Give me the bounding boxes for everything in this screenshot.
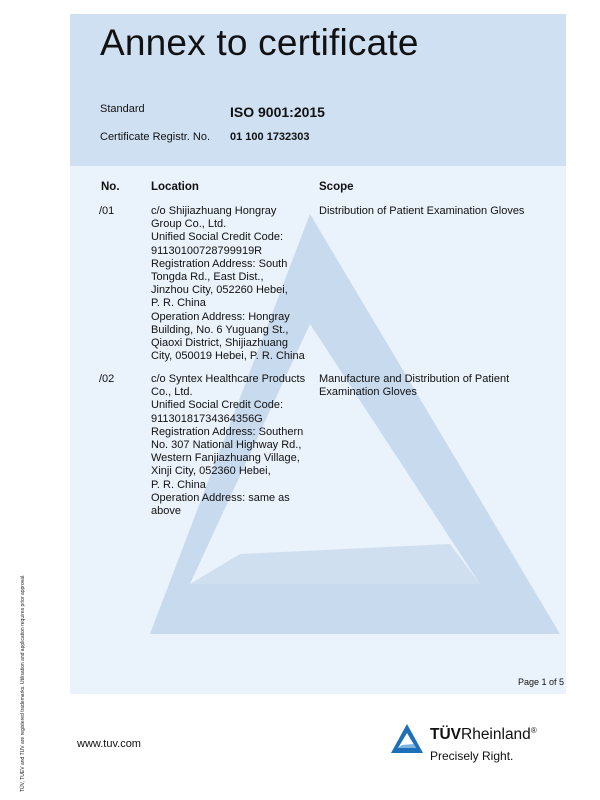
column-header-scope: Scope [319, 181, 354, 193]
row-number: /02 [99, 373, 115, 385]
page-number: Page 1 of 5 [517, 677, 564, 687]
tuv-rheinland-logo [388, 718, 568, 768]
logo-brand-rest: Rheinland [461, 726, 531, 744]
certificate-annex-page [70, 14, 566, 694]
tuv-triangle-logo-icon [390, 722, 424, 756]
standard-label: Standard [100, 103, 145, 115]
logo-wordmark [430, 726, 537, 744]
logo-tagline: Precisely Right. [430, 749, 514, 763]
column-header-no: No. [101, 181, 120, 193]
page-title: Annex to certificate [100, 22, 419, 63]
standard-value: ISO 9001:2015 [230, 104, 325, 120]
trademark-notice: TÜV, TUEV and TUV are registered trademarks. Utilisation and application requires prior approval. [20, 574, 26, 792]
registration-label: Certificate Registr. No. [100, 131, 211, 143]
certificate-header [70, 14, 566, 166]
row-number: /01 [99, 205, 115, 217]
registration-value: 01 100 1732303 [230, 131, 310, 143]
row-location: c/o Shijiazhuang Hongray Group Co., Ltd. Unified Social Credit Code: 91130100728799919R Registration Address: South Tongda Rd., East Dist., Jinzhou City, 052260 Hebei, P. R. China Operation Address: Hongray Building, No. 6 Yuguang St., Qiaoxi District, Shijiazhuang City, 050019 Hebei, P. R. China [151, 205, 305, 363]
column-header-location: Location [151, 181, 199, 193]
website-link[interactable]: www.tuv.com [77, 738, 141, 750]
row-scope: Manufacture and Distribution of Patient Examination Gloves [319, 373, 510, 399]
registered-mark: ® [530, 726, 537, 735]
row-scope: Distribution of Patient Examination Gloves [319, 205, 525, 217]
row-location: c/o Syntex Healthcare Products Co., Ltd. Unified Social Credit Code: 91130181734364356G Registration Address: Southern No. 307 National Highway Rd., Western Fanjiazhuang Village, Xinji City, 052360 Hebei, P. R. China Operation Address: same as above [151, 373, 306, 518]
logo-brand-bold: TÜV [430, 726, 461, 744]
